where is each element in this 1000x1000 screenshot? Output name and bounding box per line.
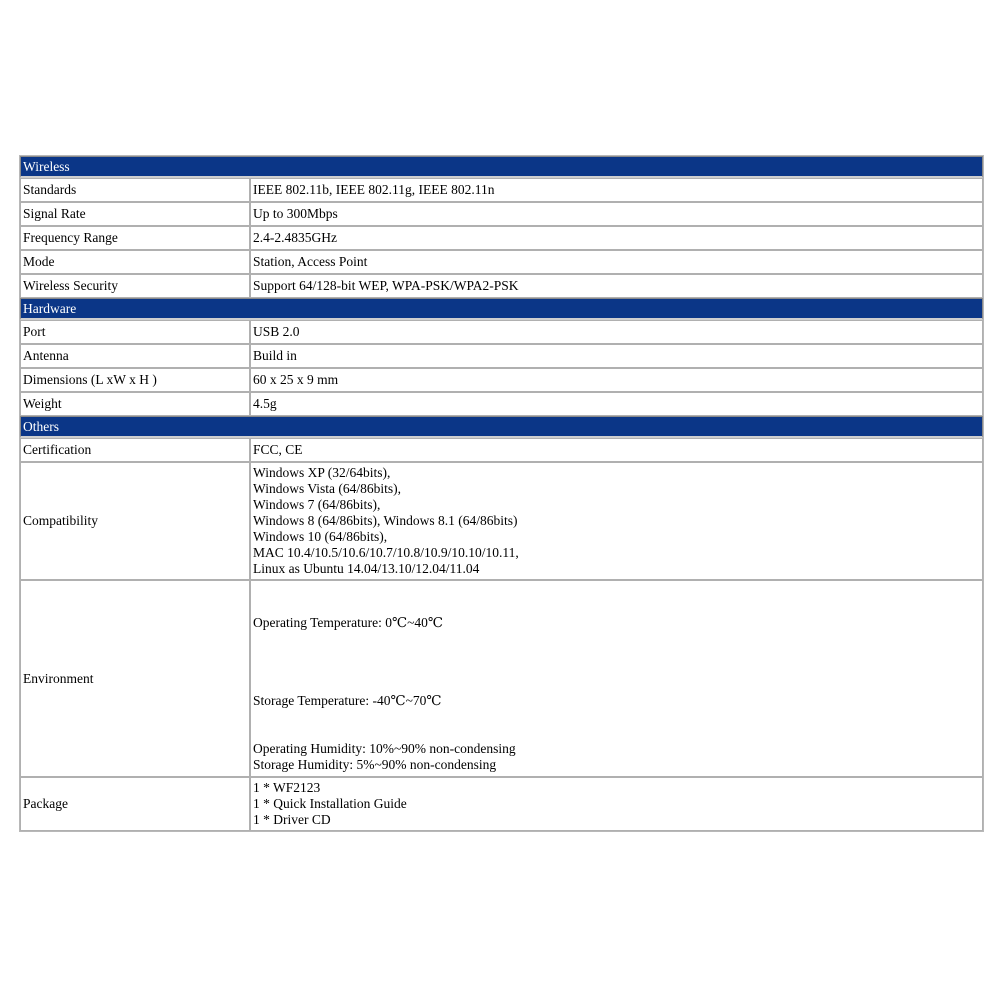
table-row — [20, 202, 983, 226]
table-row — [20, 368, 983, 392]
table-row — [20, 320, 983, 344]
table-row — [20, 178, 983, 202]
operating-humidity: Operating Humidity: 10%~90% non-condensing — [253, 741, 516, 756]
compat-line: Windows 10 (64/86bits), — [253, 529, 388, 544]
table-row — [20, 274, 983, 298]
spec-value: 4.5g — [250, 392, 983, 416]
spec-value: 2.4-2.4835GHz — [250, 226, 983, 250]
table-row — [20, 392, 983, 416]
package-line: 1 * Driver CD — [253, 812, 331, 827]
compat-line: Windows XP (32/64bits), — [253, 465, 391, 480]
spec-value: Up to 300Mbps — [250, 202, 983, 226]
table-row-package — [20, 777, 983, 831]
spec-label: Environment — [20, 580, 250, 777]
spec-label: Port — [20, 320, 250, 344]
spec-label: Dimensions (L xW x H ) — [20, 368, 250, 392]
package-line: 1 * WF2123 — [253, 780, 321, 795]
spec-label: Certification — [20, 438, 250, 462]
operating-temperature: Operating Temperature: 0℃~40℃ — [253, 615, 444, 630]
table-row-certification — [20, 438, 983, 462]
spec-value: USB 2.0 — [250, 320, 983, 344]
table-row-environment — [20, 580, 983, 777]
spec-value: FCC, CE — [250, 438, 983, 462]
spec-value: 60 x 25 x 9 mm — [250, 368, 983, 392]
compat-line: MAC 10.4/10.5/10.6/10.7/10.8/10.9/10.10/10.11, — [253, 545, 519, 560]
section-header-others — [20, 416, 983, 438]
spec-value-multiline — [250, 777, 983, 831]
spec-value: Station, Access Point — [250, 250, 983, 274]
storage-humidity: Storage Humidity: 5%~90% non-condensing — [253, 757, 497, 772]
section-title: Hardware — [20, 298, 983, 320]
spec-label: Package — [20, 777, 250, 831]
spec-label: Weight — [20, 392, 250, 416]
spec-label: Wireless Security — [20, 274, 250, 298]
compat-line: Linux as Ubuntu 14.04/13.10/12.04/11.04 — [253, 561, 480, 576]
table-row — [20, 344, 983, 368]
spec-value: IEEE 802.11b, IEEE 802.11g, IEEE 802.11n — [250, 178, 983, 202]
spec-table — [19, 155, 984, 832]
compat-line: Windows Vista (64/86bits), — [253, 481, 402, 496]
spec-value: Build in — [250, 344, 983, 368]
table-row-compatibility — [20, 462, 983, 580]
section-header-wireless — [20, 156, 983, 178]
spec-label: Frequency Range — [20, 226, 250, 250]
spec-value-multiline — [250, 462, 983, 580]
table-row — [20, 250, 983, 274]
compat-line: Windows 8 (64/86bits), Windows 8.1 (64/86bits) — [253, 513, 518, 528]
section-title: Others — [20, 416, 983, 438]
spec-value-multiline — [250, 580, 983, 777]
storage-temperature: Storage Temperature: -40℃~70℃ — [253, 693, 442, 708]
package-line: 1 * Quick Installation Guide — [253, 796, 407, 811]
section-header-hardware — [20, 298, 983, 320]
spec-label: Signal Rate — [20, 202, 250, 226]
compat-line: Windows 7 (64/86bits), — [253, 497, 381, 512]
spec-value: Support 64/128-bit WEP, WPA-PSK/WPA2-PSK — [250, 274, 983, 298]
spec-label: Mode — [20, 250, 250, 274]
spec-label: Antenna — [20, 344, 250, 368]
spec-label: Compatibility — [20, 462, 250, 580]
section-title: Wireless — [20, 156, 983, 178]
spec-label: Standards — [20, 178, 250, 202]
table-row — [20, 226, 983, 250]
